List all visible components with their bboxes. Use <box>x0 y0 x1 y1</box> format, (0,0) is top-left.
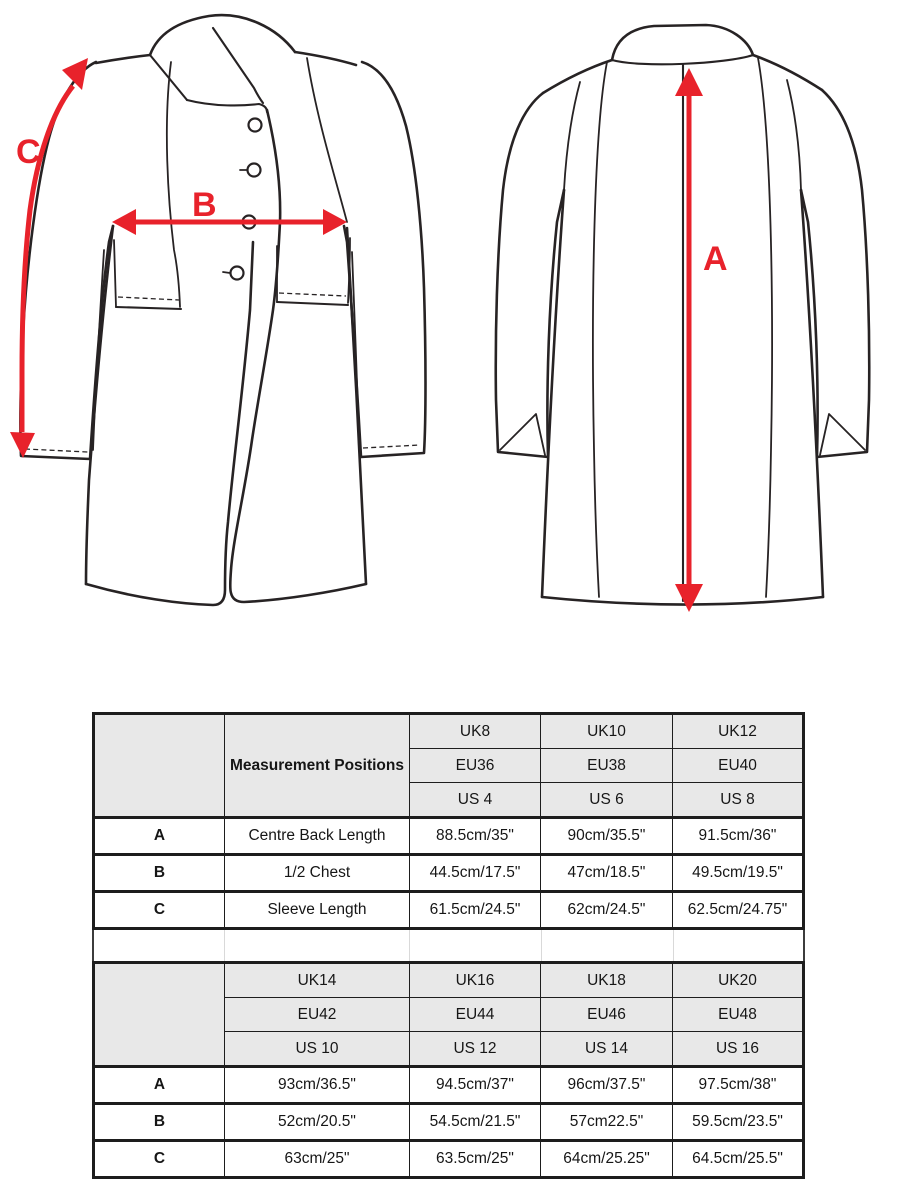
front-left-flap-bottom <box>116 307 181 309</box>
front-left-princess-seam <box>167 62 180 307</box>
size-header-cell: UK8 <box>410 714 541 749</box>
size-header-cell: EU44 <box>410 998 541 1032</box>
arrow-a-head-top <box>675 68 703 96</box>
arrow-c-head-bottom <box>10 432 35 458</box>
front-collar-outer <box>150 15 295 55</box>
back-collar-bottom <box>612 55 753 64</box>
measure-code-cell: C <box>94 1141 225 1178</box>
measure-position-cell: Centre Back Length <box>225 818 410 855</box>
arrow-c-head-top <box>62 58 88 90</box>
measure-label-c: C <box>16 133 41 171</box>
size-header-cell: US 4 <box>410 783 541 818</box>
table-spacer <box>92 930 805 961</box>
header-row-uk <box>94 963 804 998</box>
size-value-cell: 59.5cm/23.5" <box>673 1104 804 1141</box>
spacer-divider <box>541 930 542 961</box>
button-2 <box>248 164 261 177</box>
button-1 <box>249 119 262 132</box>
front-overlap-edge-and-right-hem <box>230 110 366 602</box>
back-right-sleeve-outline <box>801 90 869 457</box>
measure-code-cell: B <box>94 855 225 892</box>
size-value-cell: 97.5cm/38" <box>673 1067 804 1104</box>
size-header-cell: EU48 <box>673 998 804 1032</box>
front-left-flap-left-edge <box>114 240 116 307</box>
arrow-b-head-right <box>323 209 347 235</box>
back-right-cuff-vent <box>820 414 865 455</box>
size-header-cell: EU40 <box>673 749 804 783</box>
spacer-divider <box>673 930 674 961</box>
measure-row-b <box>94 1104 804 1141</box>
size-header-cell: US 6 <box>541 783 673 818</box>
front-left-flap-stitch <box>118 297 179 300</box>
back-right-armhole-seam <box>787 80 801 190</box>
header-row-uk <box>94 714 804 749</box>
size-table-uk8-uk12 <box>92 712 805 930</box>
size-header-cell: US 8 <box>673 783 804 818</box>
back-collar-outer <box>612 25 753 60</box>
size-header-cell: UK16 <box>410 963 541 998</box>
size-header-cell: UK18 <box>541 963 673 998</box>
size-value-cell: 52cm/20.5" <box>225 1104 410 1141</box>
back-right-princess-seam <box>758 58 772 597</box>
size-value-cell: 61.5cm/24.5" <box>410 892 541 929</box>
size-value-cell: 63.5cm/25" <box>410 1141 541 1178</box>
front-right-sleeve-outline <box>344 62 426 457</box>
front-right-cuff-stitch <box>363 445 420 448</box>
front-left-sleeve-outline <box>20 62 113 459</box>
size-header-cell: UK20 <box>673 963 804 998</box>
back-left-princess-seam <box>593 62 607 597</box>
size-value-cell: 57cm22.5" <box>541 1104 673 1141</box>
arrow-b-head-left <box>112 209 136 235</box>
size-value-cell: 44.5cm/17.5" <box>410 855 541 892</box>
button-4-tail <box>223 272 230 273</box>
measure-code-cell: A <box>94 1067 225 1104</box>
corner-cell <box>94 963 225 1067</box>
size-value-cell: 63cm/25" <box>225 1141 410 1178</box>
size-value-cell: 47cm/18.5" <box>541 855 673 892</box>
size-value-cell: 64.5cm/25.5" <box>673 1141 804 1178</box>
size-header-cell: UK12 <box>673 714 804 749</box>
front-collar-crossover-fold <box>213 28 263 103</box>
back-left-armhole-seam <box>564 82 580 190</box>
size-header-cell: UK14 <box>225 963 410 998</box>
measure-label-b: B <box>192 186 217 224</box>
measure-position-cell: Sleeve Length <box>225 892 410 929</box>
size-value-cell: 49.5cm/19.5" <box>673 855 804 892</box>
arrow-a-head-bottom <box>675 584 703 612</box>
size-value-cell: 54.5cm/21.5" <box>410 1104 541 1141</box>
size-header-cell: EU42 <box>225 998 410 1032</box>
back-left-cuff-vent <box>500 414 545 455</box>
size-value-cell: 90cm/35.5" <box>541 818 673 855</box>
front-left-hem-and-under-edge <box>86 242 253 605</box>
measure-row-b <box>94 855 804 892</box>
size-header-cell: US 16 <box>673 1032 804 1067</box>
front-right-flap-bottom <box>277 302 348 305</box>
back-left-sleeve-outline <box>496 93 564 457</box>
size-value-cell: 94.5cm/37" <box>410 1067 541 1104</box>
corner-cell <box>94 714 225 818</box>
size-value-cell: 88.5cm/35" <box>410 818 541 855</box>
size-header-cell: US 14 <box>541 1032 673 1067</box>
size-value-cell: 64cm/25.25" <box>541 1141 673 1178</box>
measurement-positions-header: Measurement Positions <box>225 714 410 818</box>
size-header-cell: EU36 <box>410 749 541 783</box>
spacer-divider <box>409 930 410 961</box>
front-collar-bottom-edge <box>187 100 267 112</box>
size-value-cell: 91.5cm/36" <box>673 818 804 855</box>
measure-label-a: A <box>703 240 728 278</box>
front-right-shoulder <box>295 52 356 65</box>
size-header-cell: US 10 <box>225 1032 410 1067</box>
size-table-uk14-uk20 <box>92 961 805 1179</box>
size-value-cell: 93cm/36.5" <box>225 1067 410 1104</box>
measure-code-cell: B <box>94 1104 225 1141</box>
coat-back-view <box>496 25 869 605</box>
measure-row-c <box>94 1141 804 1178</box>
front-right-flap-stitch <box>279 293 346 296</box>
size-header-cell: UK10 <box>541 714 673 749</box>
coat-front-view <box>20 15 425 605</box>
size-value-cell: 96cm/37.5" <box>541 1067 673 1104</box>
measure-row-a <box>94 1067 804 1104</box>
size-value-cell: 62.5cm/24.75" <box>673 892 804 929</box>
front-right-princess-seam <box>307 58 347 222</box>
front-left-cuff-stitch <box>25 449 88 452</box>
measure-code-cell: A <box>94 818 225 855</box>
size-chart <box>92 712 805 1179</box>
front-left-shoulder <box>96 55 150 63</box>
front-left-body-side <box>86 226 113 584</box>
size-header-cell: US 12 <box>410 1032 541 1067</box>
measure-row-a <box>94 818 804 855</box>
size-header-cell: EU38 <box>541 749 673 783</box>
size-header-cell: EU46 <box>541 998 673 1032</box>
measurement-arrows <box>10 58 728 612</box>
measure-code-cell: C <box>94 892 225 929</box>
button-4 <box>231 267 244 280</box>
measure-row-c <box>94 892 804 929</box>
size-value-cell: 62cm/24.5" <box>541 892 673 929</box>
spacer-divider <box>224 930 225 961</box>
measure-position-cell: 1/2 Chest <box>225 855 410 892</box>
